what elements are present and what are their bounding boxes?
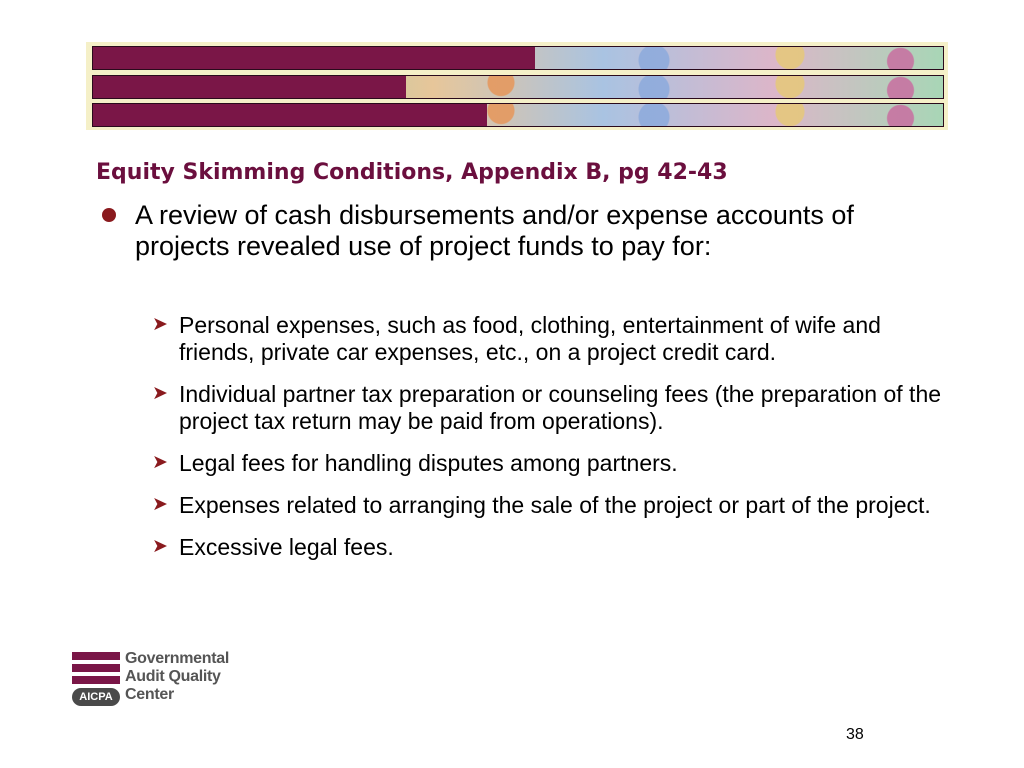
sub-bullet-list <box>152 312 942 576</box>
logo-line-2: Audit Quality Center <box>125 668 221 703</box>
sub-bullet-text: Expenses related to arranging the sale of the project or part of the project. <box>179 492 931 518</box>
sub-bullet <box>152 312 942 366</box>
logo-org-name <box>125 650 270 704</box>
header-banner <box>86 42 948 130</box>
aicpa-badge: AICPA <box>72 688 120 706</box>
banner-bar <box>93 104 487 126</box>
sub-bullet-text: Excessive legal fees. <box>179 534 394 560</box>
logo-line-1: Governmental <box>125 650 229 667</box>
main-bullet-text: A review of cash disbursements and/or expense accounts of projects revealed use of project funds to pay for: <box>135 200 854 261</box>
sub-bullet <box>152 450 942 477</box>
logo-bar <box>72 652 120 660</box>
slide-title: Equity Skimming Conditions, Appendix B, pg 42-43 <box>96 160 728 185</box>
page-number: 38 <box>846 726 864 743</box>
arrowhead-bullet-icon: ➤ <box>152 451 168 473</box>
main-bullet <box>100 200 900 262</box>
sub-bullet-text: Personal expenses, such as food, clothing, entertainment of wife and friends, private car expenses, etc., on a project credit card. <box>179 312 881 365</box>
sub-bullet <box>152 381 942 435</box>
sub-bullet <box>152 534 942 561</box>
arrowhead-bullet-icon: ➤ <box>152 382 168 404</box>
arrowhead-bullet-icon: ➤ <box>152 535 168 557</box>
banner-bar <box>93 76 406 98</box>
round-bullet-icon <box>102 208 116 222</box>
banner-stripe <box>92 75 944 99</box>
banner-bar <box>93 47 535 69</box>
sub-bullet-text: Legal fees for handling disputes among partners. <box>179 450 678 476</box>
arrowhead-bullet-icon: ➤ <box>152 313 168 335</box>
logo-bar <box>72 664 120 672</box>
banner-stripe <box>92 46 944 70</box>
logo-bar <box>72 676 120 684</box>
banner-stripe <box>92 103 944 127</box>
sub-bullet-text: Individual partner tax preparation or counseling fees (the preparation of the project tax return may be paid from operations). <box>179 381 942 434</box>
gaqc-logo <box>70 650 270 710</box>
arrowhead-bullet-icon: ➤ <box>152 493 168 515</box>
sub-bullet <box>152 492 942 519</box>
